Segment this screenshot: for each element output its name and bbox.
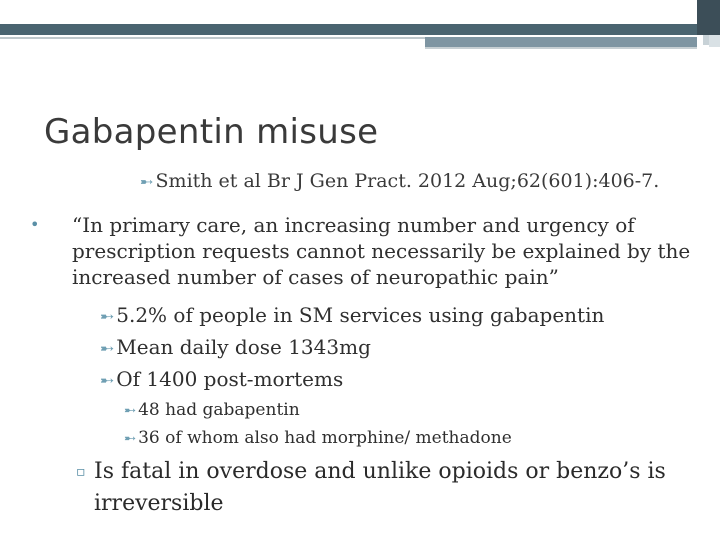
slide-title: Gabapentin misuse: [44, 112, 379, 152]
subpoint-text: 48 had gabapentin: [138, 400, 300, 420]
quote-text: “In primary care, an increasing number and urgency of prescription requests cannot necessarily be explained by the increased number of cases of neuropathic pain”: [72, 213, 691, 289]
corner-dark-bar: [697, 0, 720, 35]
arrow-bullet-icon: ➸: [100, 307, 115, 327]
subpoint-text: 36 of whom also had morphine/ methadone: [138, 428, 512, 448]
round-bullet-icon: •: [30, 215, 40, 234]
header-accent-rule: [425, 47, 697, 49]
header-accent-bar: [425, 37, 697, 47]
square-bullet-icon: ▫: [76, 464, 86, 480]
arrow-bullet-icon: ➸: [140, 172, 154, 191]
point-item: [100, 335, 371, 359]
point-text: 5.2% of people in SM services using gabapentin: [116, 303, 605, 327]
arrow-bullet-icon: ➸: [124, 403, 137, 419]
header-bar: [0, 24, 697, 35]
conclusion-text: Is fatal in overdose and unlike opioids or benzo’s is irreversible: [94, 459, 666, 516]
reference-text: Smith et al Br J Gen Pract. 2012 Aug;62(601):406-7.: [155, 170, 660, 192]
subpoint-item: [124, 400, 300, 420]
point-item: [100, 303, 604, 327]
arrow-bullet-icon: ➸: [124, 431, 137, 447]
point-text: Mean daily dose 1343mg: [116, 335, 371, 359]
point-text: Of 1400 post-mortems: [116, 367, 344, 391]
conclusion-bullet: [76, 456, 686, 520]
arrow-bullet-icon: ➸: [100, 339, 115, 359]
point-item: [100, 367, 343, 391]
reference-line: [140, 170, 659, 192]
subpoint-item: [124, 428, 512, 448]
quote-bullet: [30, 212, 692, 290]
arrow-bullet-icon: ➸: [100, 371, 115, 391]
